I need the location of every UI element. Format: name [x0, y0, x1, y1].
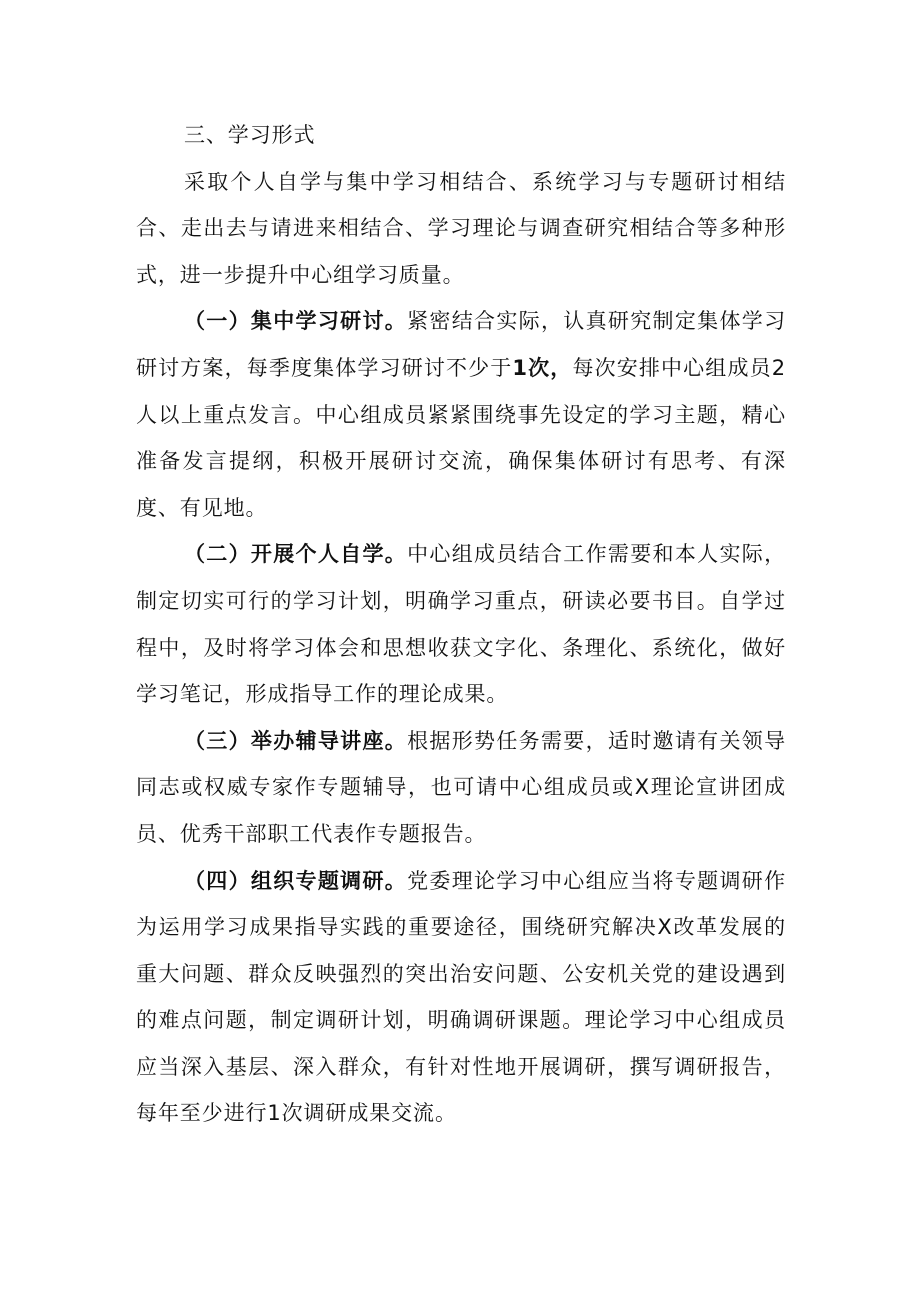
item-emphasis-1: 1次， — [512, 355, 573, 380]
item-paragraph-4 — [136, 858, 786, 1138]
item-body-1-end: 每次安排中心组成员2人以上重点发言。中心组成员紧紧围绕事先设定的学习主题，精心准备发言提纲，积极开展研讨交流，确保集体研讨有思考、有深度、有见地。 — [136, 355, 786, 520]
item-lead-2: （二）开展个人自学。 — [184, 542, 408, 567]
item-paragraph-2 — [136, 531, 786, 717]
item-lead-4: （四）组织专题调研。 — [184, 868, 408, 893]
section-heading: 三、学习形式 — [184, 123, 316, 147]
item-paragraph-3 — [136, 718, 786, 858]
item-body-1-start: 紧密结合实际，认真研究制定集体学习研讨方案，每季度集体学习研讨不少于 — [136, 309, 787, 380]
document-body — [136, 112, 786, 1137]
item-lead-3: （三）举办辅导讲座。 — [184, 728, 408, 753]
item-body-2: 中心组成员结合工作需要和本人实际，制定切实可行的学习计划，明确学习重点，研读必要书目。自学过程中，及时将学习体会和思想收获文字化、条理化、系统化，做好学习笔记，形成指导工作的理论成果。 — [136, 542, 787, 707]
item-body-4: 党委理论学习中心组应当将专题调研作为运用学习成果指导实践的重要途径，围绕研究解决X改革发展的重大问题、群众反映强烈的突出治安问题、公安机关党的建设遇到的难点问题，制定调研计划，明确调研课题。理论学习中心组成员应当深入基层、深入群众，有针对性地开展调研，撰写调研报告，每年至少进行1次调研成果交流。 — [136, 868, 787, 1126]
item-lead-1: （一）集中学习研讨。 — [184, 309, 408, 334]
item-paragraph-1 — [136, 298, 786, 531]
intro-paragraph: 采取个人自学与集中学习相结合、系统学习与专题研讨相结合、走出去与请进来相结合、学习理论与调查研究相结合等多种形式，进一步提升中心组学习质量。 — [136, 169, 786, 287]
item-body-3: 根据形势任务需要，适时邀请有关领导同志或权威专家作专题辅导，也可请中心组成员或X理论宣讲团成员、优秀干部职工代表作专题报告。 — [136, 728, 787, 846]
